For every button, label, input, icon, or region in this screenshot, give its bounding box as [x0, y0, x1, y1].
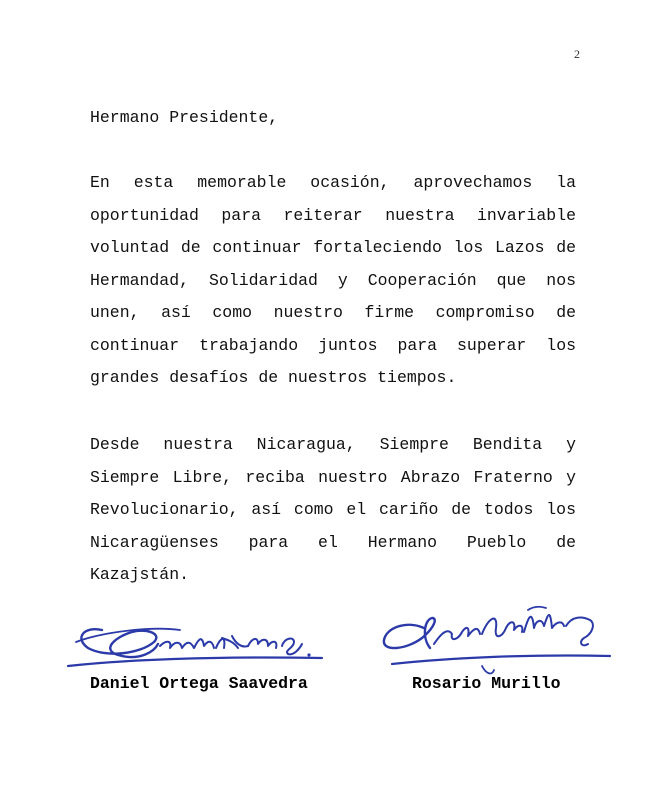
handwritten-signature-murillo	[378, 598, 623, 678]
signer-name-murillo: Rosario Murillo	[412, 674, 561, 693]
signer-name-ortega: Daniel Ortega Saavedra	[90, 674, 308, 693]
signature-block-ortega	[62, 608, 362, 708]
salutation: Hermano Presidente,	[90, 108, 279, 127]
body-paragraph-2: Desde nuestra Nicaragua, Siempre Bendita y Siempre Libre, reciba nuestro Abrazo Fraterno y Revolucionario, así como el cariño de todos los Nicaragüenses para el Hermano Pueblo de Kazajstán.	[90, 435, 576, 584]
signature-block-murillo	[378, 598, 623, 708]
body-paragraph-1: En esta memorable ocasión, aprovechamos la oportunidad para reiterar nuestra invariable voluntad de continuar fortaleciendo los Lazos de Hermandad, Solidaridad y Cooperación que nos unen, así como nuestro firme compromiso de continuar trabajando juntos para superar los grandes desafíos de nuestros tiempos.	[90, 173, 576, 387]
page-number: 2	[574, 47, 580, 61]
handwritten-signature-ortega	[62, 608, 362, 678]
